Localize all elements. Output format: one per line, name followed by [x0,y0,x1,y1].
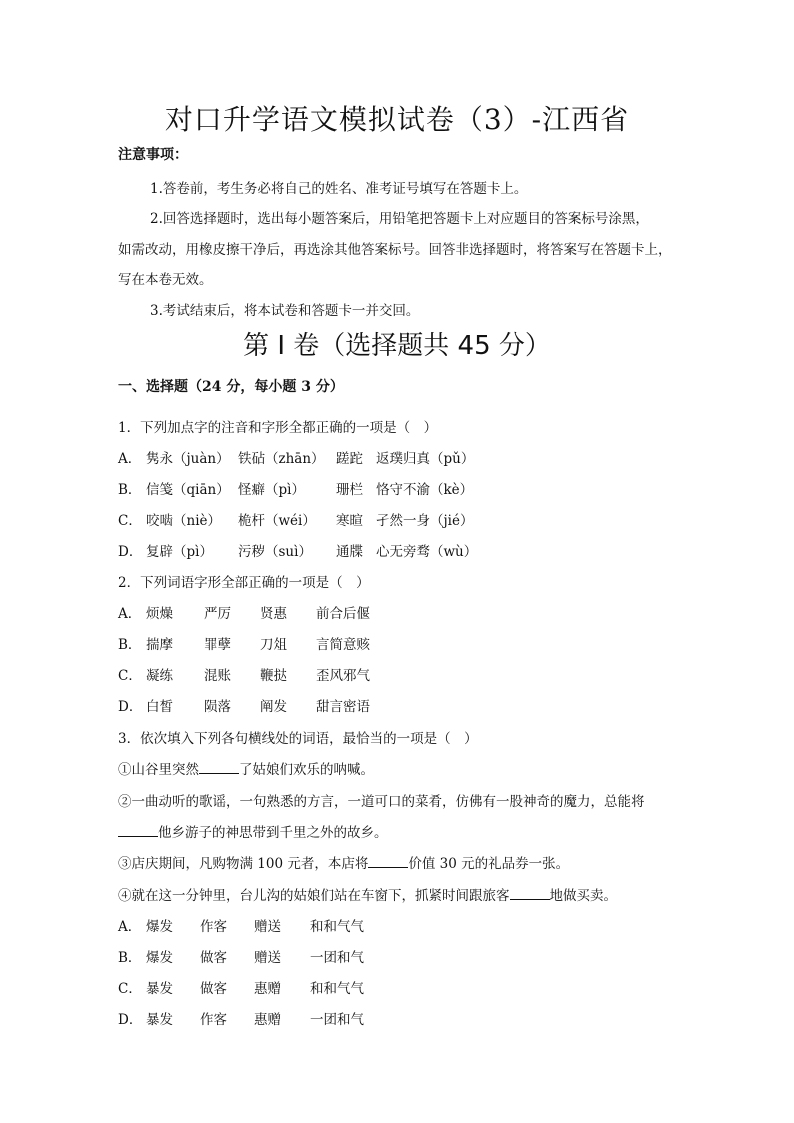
notice-item-2-line-1: 2.回答选择题时，选出每小题答案后，用铅笔把答题卡上对应题目的答案标号涂黑， [150,211,649,227]
option-item: 赠送 [254,950,281,966]
question-2-option-b [118,633,370,653]
option-item: 惠赠 [254,1012,281,1028]
notice-item-2-line-3: 写在本卷无效。 [118,272,213,288]
option-item: 暴发 [146,1012,173,1028]
option-item: 复辟（pì） [146,544,213,560]
option-item: 赠送 [254,919,281,935]
option-item: 一团和气 [310,950,364,966]
option-item: 怪癖（pì） [238,482,305,498]
option-item: 珊栏 [336,482,363,498]
option-item: 恪守不渝（kè） [376,482,474,498]
option-item: 鞭挞 [260,668,287,684]
option-letter: B． [118,637,142,653]
option-item: 通牒 [336,544,363,560]
option-item: 陨落 [204,699,231,715]
option-item: 甜言密语 [316,699,370,715]
question-3-sentence-3 [118,852,569,872]
option-item: 言简意赅 [316,637,370,653]
question-3-stem: 3．依次填入下列各句横线处的词语，最恰当的一项是（ ） [118,731,478,747]
option-letter: B． [118,482,142,498]
option-item: 返璞归真（pǔ） [376,451,475,467]
option-item: 咬啮（niè） [146,513,222,529]
fill-blank [368,855,408,868]
fill-blank [118,824,158,837]
question-3-sentence-1 [118,758,374,778]
option-item: 作客 [200,919,227,935]
option-item: 严厉 [204,606,231,622]
question-2-stem: 2．下列词语字形全部正确的一项是（ ） [118,575,370,591]
option-letter: C． [118,668,142,684]
option-item: 蹉跎 [336,451,363,467]
question-1-option-c [118,509,474,529]
option-letter: D． [118,544,143,560]
notice-item-1: 1.答卷前，考生务必将自己的姓名、准考证号填写在答题卡上。 [150,181,528,197]
option-item: 阐发 [260,699,287,715]
option-item: 铁砧（zhān） [238,451,325,467]
notice-heading: 注意事项： [118,147,188,163]
part-1-heading: 一、选择题（24 分，每小题 3 分） [118,379,344,395]
option-item: 孑然一身（jié） [376,513,474,529]
option-item: 作客 [200,1012,227,1028]
question-3-option-c [118,977,364,997]
option-letter: D． [118,1012,143,1028]
option-letter: C． [118,981,142,997]
section-title: 第 I 卷（选择题共 45 分） [243,331,551,361]
option-item: 揣摩 [146,637,173,653]
option-item: 爆发 [146,919,173,935]
question-1-stem: 1．下列加点字的注音和字形全都正确的一项是（ ） [118,420,438,436]
option-item: 前合后偃 [316,606,370,622]
option-item: 罪孽 [204,637,231,653]
option-letter: D． [118,699,143,715]
question-3-option-d [118,1008,364,1028]
notice-item-2-line-2: 如需改动，用橡皮擦干净后，再选涂其他答案标号。回答非选择题时，将答案写在答题卡上， [118,242,672,258]
question-1-option-a [118,447,474,467]
sentence-text: 价值 30 元的礼品券一张。 [408,856,570,872]
fill-blank [510,887,550,900]
option-item: 惠赠 [254,981,281,997]
option-item: 做客 [200,950,227,966]
option-item: 刀俎 [260,637,287,653]
question-1-option-d [118,540,477,560]
option-letter: B． [118,950,142,966]
option-letter: A． [118,919,142,935]
question-3-sentence-4 [118,884,617,904]
option-item: 信笺（qiān） [146,482,230,498]
option-item: 混账 [204,668,231,684]
option-item: 隽永（juàn） [146,451,230,467]
question-3-sentence-2-line-2 [118,821,388,841]
question-3-option-a [118,915,364,935]
option-item: 烦燥 [146,606,173,622]
sentence-text: 了姑娘们欢乐的呐喊。 [239,762,374,778]
option-item: 爆发 [146,950,173,966]
question-1-option-b [118,478,473,498]
option-item: 白皙 [146,699,173,715]
option-item: 寒暄 [336,513,363,529]
option-letter: C． [118,513,142,529]
option-item: 一团和气 [310,1012,364,1028]
question-2-option-a [118,602,370,622]
option-item: 做客 [200,981,227,997]
option-item: 贤惠 [260,606,287,622]
option-letter: A． [118,451,142,467]
sentence-text: ④就在这一分钟里，台儿沟的姑娘们站在车窗下，抓紧时间跟旅客 [118,888,510,904]
option-letter: A． [118,606,142,622]
exam-title: 对口升学语文模拟试卷（3）-江西省 [164,103,630,136]
option-item: 污秽（suì） [238,544,312,560]
sentence-text: 地做买卖。 [549,888,617,904]
option-item: 和和气气 [310,919,364,935]
option-item: 和和气气 [310,981,364,997]
option-item: 心无旁骛（wù） [376,544,478,560]
question-2-option-d [118,695,370,715]
notice-item-3: 3.考试结束后，将本试卷和答题卡一并交回。 [150,303,420,319]
question-2-option-c [118,664,370,684]
option-item: 暴发 [146,981,173,997]
sentence-text: ①山谷里突然 [118,762,199,778]
fill-blank [199,761,239,774]
sentence-text: ③店庆期间，凡购物满 100 元者，本店将 [118,856,369,872]
option-item: 凝练 [146,668,173,684]
option-item: 桅杆（wéi） [238,513,316,529]
sentence-text: 他乡游子的神思带到千里之外的故乡。 [158,825,388,841]
question-3-sentence-2-line-1: ②一曲动听的歌谣，一句熟悉的方言，一道可口的菜肴，仿佛有一股神奇的魔力，总能将 [118,794,645,810]
option-item: 歪风邪气 [316,668,370,684]
question-3-option-b [118,946,364,966]
